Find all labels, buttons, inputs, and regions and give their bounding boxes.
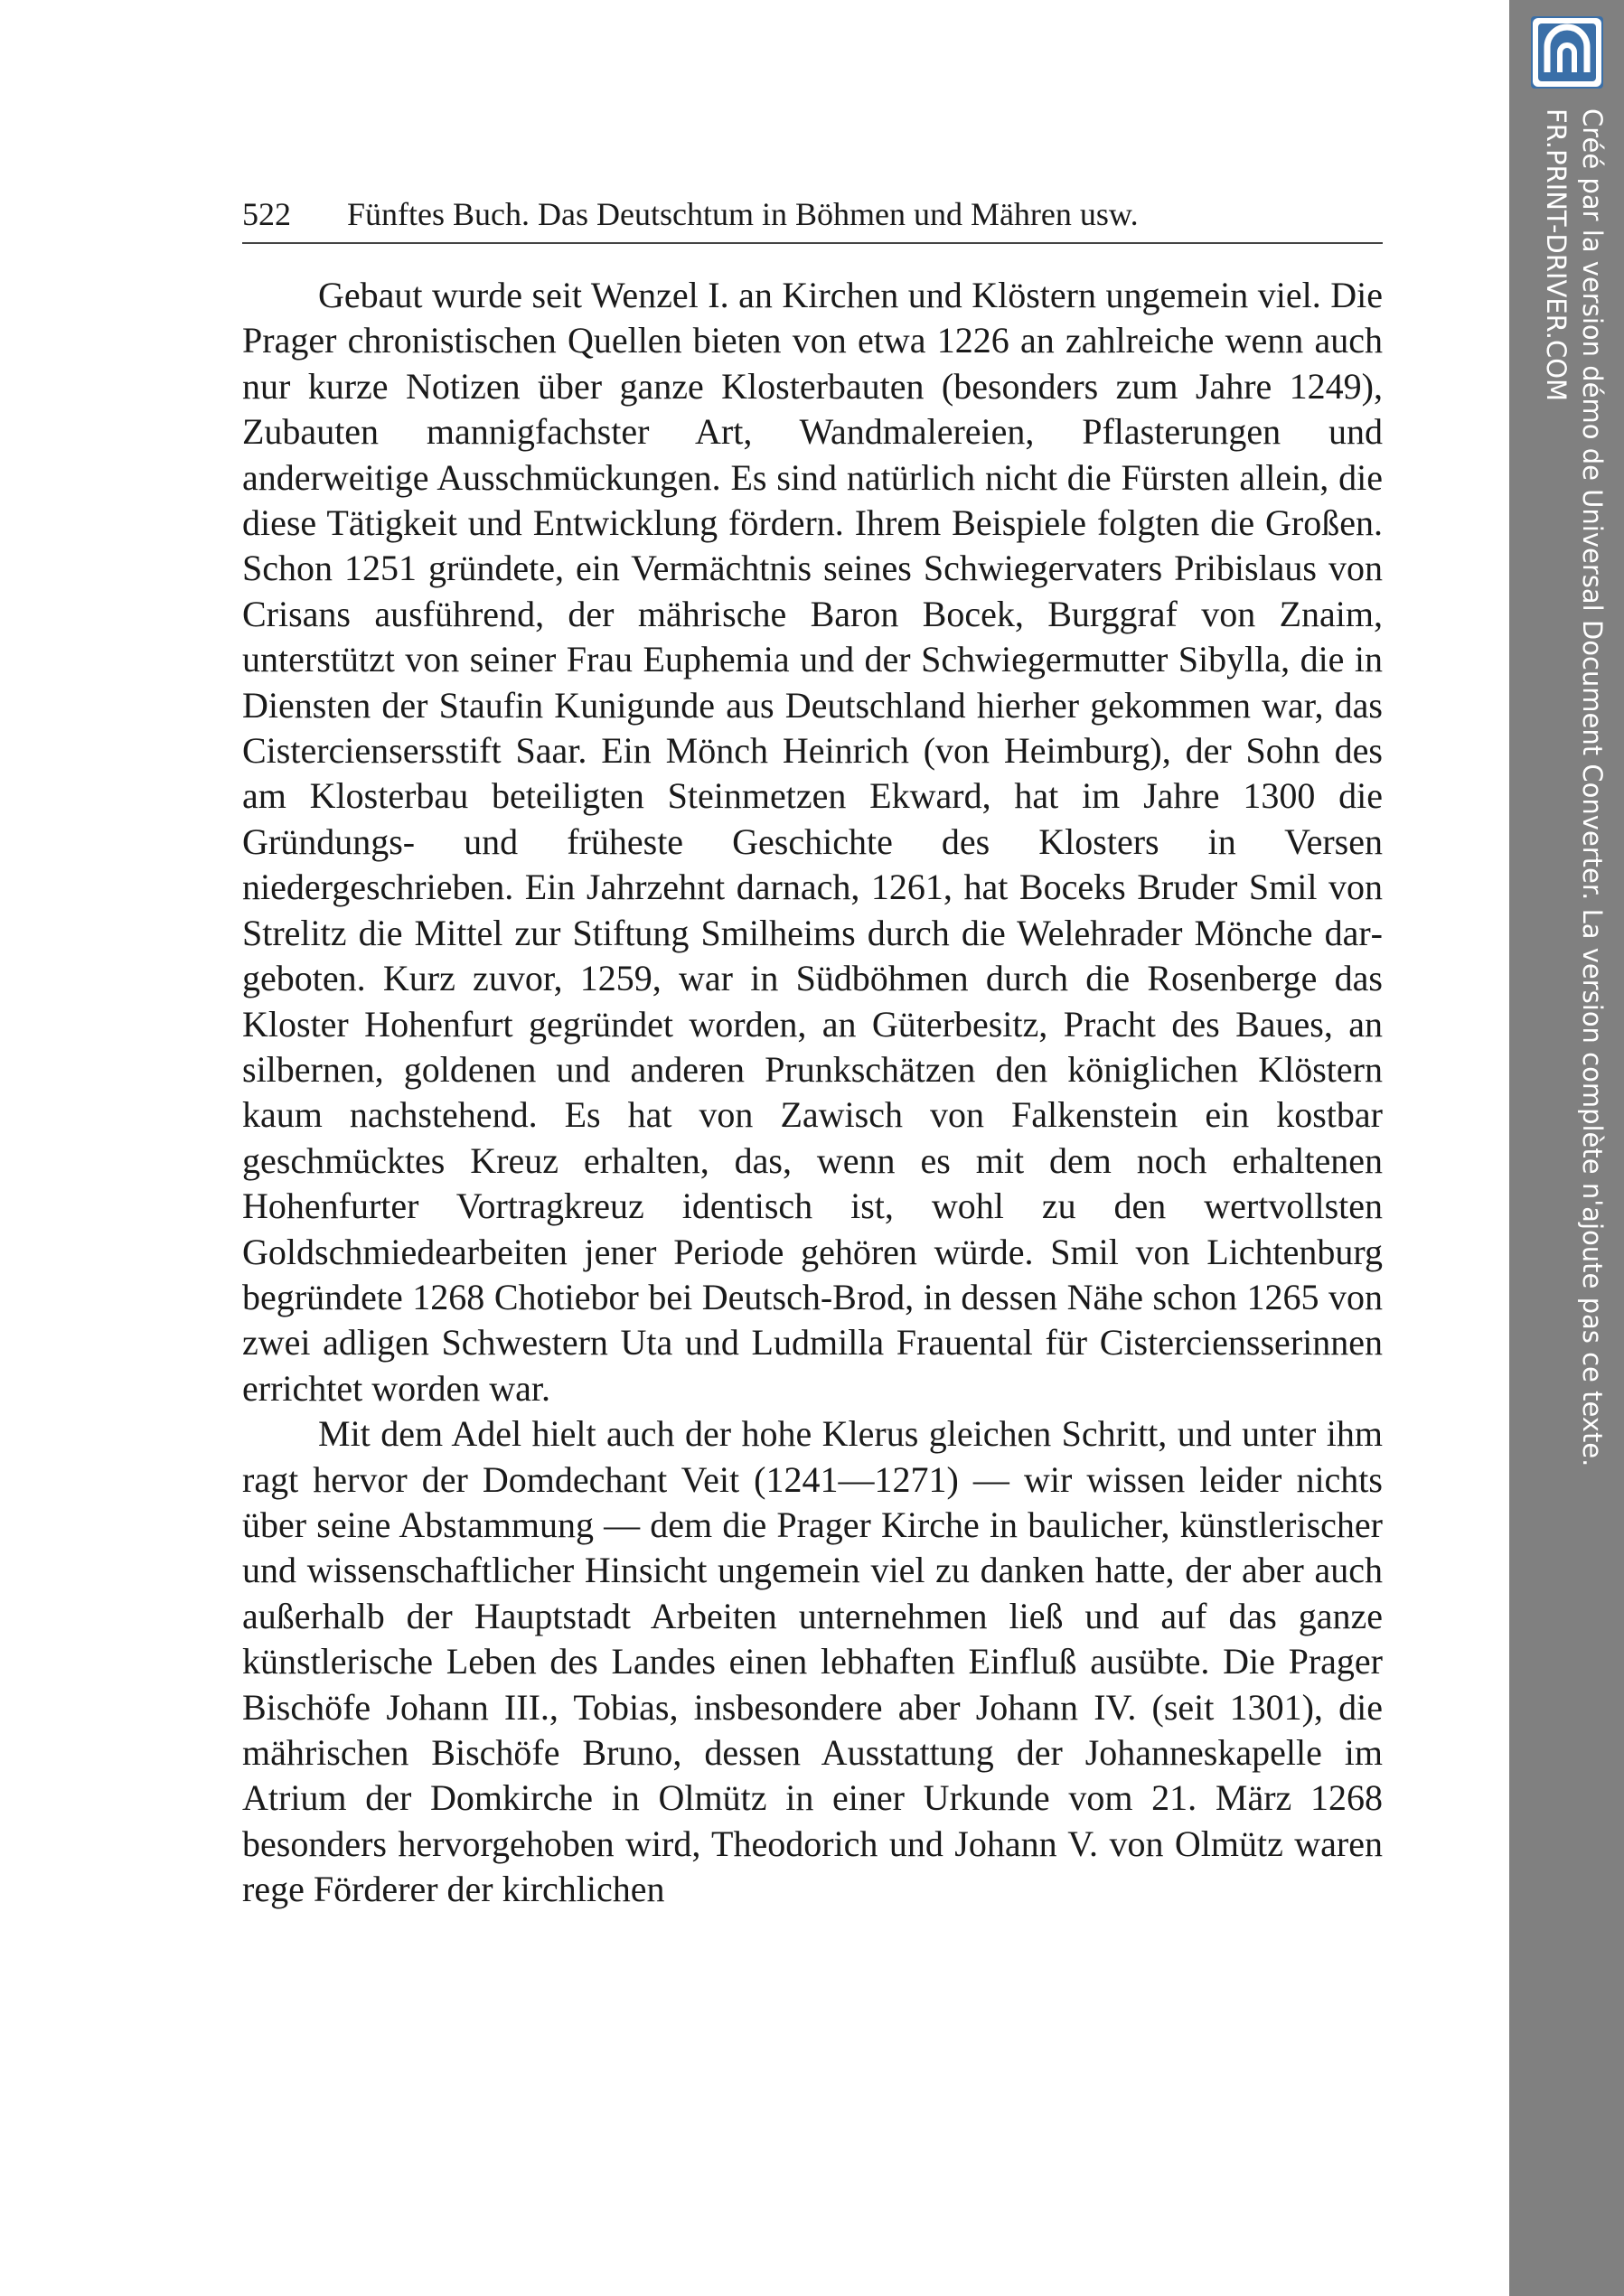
watermark-line-1: Créé par la version démo de Universal Document Converter. La version complète n'ajoute pas ce texte.	[1577, 108, 1608, 1467]
page-number: 522	[242, 196, 291, 232]
body-text	[242, 273, 1383, 1913]
paragraph-2: Mit dem Adel hielt auch der hohe Klerus gleichen Schritt, und unter ihm ragt hervor der Domdechant Veit (1241—1271) — wir wissen leider nichts über seine Abstammung — dem die Prager Kirche in baulicher, künstlerischer und wissenschaftlicher Hinsicht ungemein viel zu danken hatte, der aber auch außerhalb der Hauptstadt Arbeiten unternehmen ließ und auf das ganze künstlerische Leben des Landes einen lebhaften Einfluß ausübte. Die Prager Bischöfe Johann III., Tobias, insbesondere aber Johann IV. (seit 1301), die mährischen Bischöfe Bruno, dessen Ausstattung der Johanneskapelle im Atrium der Domkirche in Olmütz in einer Urkunde vom 21. März 1268 besonders hervorgehoben wird, Theodorich und Johann V. von Olmütz waren rege Förderer der kirchlichen	[242, 1413, 1383, 1910]
watermark-line-2: FR.PRINT-DRIVER.COM	[1541, 108, 1572, 402]
running-head	[242, 190, 1383, 239]
running-title: Fünftes Buch. Das Deutschtum in Böhmen und Mähren usw.	[347, 196, 1139, 232]
udc-logo-icon	[1531, 16, 1603, 89]
watermark-banner	[1509, 0, 1624, 2296]
header-rule	[242, 242, 1383, 244]
watermark-text	[1538, 108, 1610, 2277]
paragraph-1: Gebaut wurde seit Wenzel I. an Kirchen und Klöstern ungemein viel. Die Prager chronistischen Quellen bieten von etwa 1226 an zahlreiche wenn auch nur kurze Notizen über ganze Klosterbauten (besonders zum Jahre 1249), Zubauten mannigfachster Art, Wandmalereien, Pflasterungen und anderweitige Ausschmückungen. Es sind natürlich nicht die Fürsten allein, die diese Tätigkeit und Entwicklung fördern. Ihrem Beispiele folgten die Großen. Schon 1251 gründete, ein Vermächtnis seines Schwiegervaters Pribislaus von Crisans ausführend, der mährische Baron Bocek, Burggraf von Znaim, unterstützt von seiner Frau Euphemia und der Schwiegermutter Sibylla, die in Diensten der Staufin Kunigunde aus Deutschland hierher gekommen war, das Cisterciensersstift Saar. Ein Mönch Heinrich (von Heimburg), der Sohn des am Klosterbau beteiligten Steinmetzen Ekward, hat im Jahre 1300 die Gründungs- und früheste Geschichte des Klosters in Versen niedergeschrieben. Ein Jahrzehnt darnach, 1261, hat Boceks Bruder Smil von Strelitz die Mittel zur Stiftung Smilheims durch die Welehrader Mönche dargeboten. Kurz zuvor, 1259, war in Südböhmen durch die Rosenberge das Kloster Hohenfurt gegründet worden, an Güterbesitz, Pracht des Baues, an silbernen, goldenen und anderen Prunkschätzen den königlichen Klöstern kaum nachstehend. Es hat von Zawisch von Falkenstein ein kostbar geschmücktes Kreuz erhalten, das, wenn es mit dem noch erhaltenen Hohenfurter Vortragkreuz identisch ist, wohl zu den wertvollsten Goldschmiedearbeiten jener Periode gehören würde. Smil von Lichtenburg begründete 1268 Chotiebor bei Deutsch-Brod, in dessen Nähe schon 1265 von zwei adligen Schwestern Uta und Ludmilla Frauental für Cisterciensserinnen errichtet worden war.	[242, 275, 1383, 1409]
